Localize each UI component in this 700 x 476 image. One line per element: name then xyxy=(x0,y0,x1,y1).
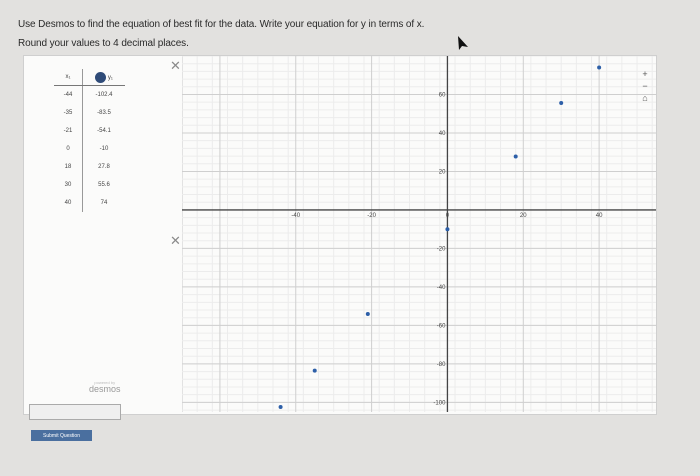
table-cell-y[interactable]: 74 xyxy=(100,200,108,206)
data-point[interactable] xyxy=(279,405,283,409)
table-cell-y[interactable]: 55.6 xyxy=(98,182,110,188)
table-cell-y[interactable]: -83.5 xyxy=(97,110,111,116)
graph-area[interactable] xyxy=(182,56,656,412)
table-cell-x[interactable]: 40 xyxy=(54,194,83,212)
table-header-y[interactable] xyxy=(83,69,126,86)
table-row xyxy=(54,140,125,158)
x-tick-label: 0 xyxy=(445,212,450,219)
desmos-logo xyxy=(89,381,121,394)
table-header-x[interactable]: x₁ xyxy=(54,69,83,86)
x-tick-label: 40 xyxy=(595,212,603,219)
table-row xyxy=(54,176,125,194)
y-tick-label: -60 xyxy=(436,323,446,330)
x-tick-label: 20 xyxy=(519,212,527,219)
y-tick-label: 40 xyxy=(438,130,446,137)
zoom-controls xyxy=(638,68,652,104)
data-point[interactable] xyxy=(366,312,370,316)
table-row xyxy=(54,158,125,176)
table-cell-y[interactable]: -10 xyxy=(99,146,109,152)
table-cell-x[interactable]: 18 xyxy=(54,158,83,176)
powered-by-label: powered by xyxy=(94,380,116,385)
answer-input[interactable] xyxy=(29,404,121,420)
data-table xyxy=(54,69,125,212)
table-cell-x[interactable]: -44 xyxy=(54,86,83,105)
graph-canvas[interactable] xyxy=(182,56,656,412)
table-row xyxy=(54,86,125,105)
zoom-out-button[interactable]: − xyxy=(642,81,648,91)
y-tick-label: -80 xyxy=(436,361,446,368)
data-point[interactable] xyxy=(445,227,449,231)
table-cell-x[interactable]: 0 xyxy=(54,140,83,158)
data-point[interactable] xyxy=(559,101,563,105)
table-cell-x[interactable]: -21 xyxy=(54,122,83,140)
y-tick-label: -40 xyxy=(436,284,446,291)
data-point[interactable] xyxy=(597,66,601,70)
home-icon[interactable]: ⌂ xyxy=(642,93,648,103)
desmos-wordmark: desmos xyxy=(89,384,121,394)
cursor-icon xyxy=(456,36,468,50)
desmos-widget xyxy=(23,55,657,415)
question-instruction: Use Desmos to find the equation of best fit for the data. Write your equation for y in terms of x. xyxy=(18,19,425,30)
table-cell-y[interactable]: 27.8 xyxy=(98,164,110,170)
y-tick-label: -20 xyxy=(436,246,446,253)
close-icon[interactable]: ✕ xyxy=(170,233,181,248)
table-header-y-label: y₁ xyxy=(107,74,113,81)
gear-icon[interactable] xyxy=(95,72,106,83)
expression-panel xyxy=(24,56,183,412)
y-tick-label: -100 xyxy=(433,400,446,407)
table-cell-x[interactable]: 30 xyxy=(54,176,83,194)
zoom-in-button[interactable]: + xyxy=(642,69,648,79)
table-row xyxy=(54,104,125,122)
table-row xyxy=(54,122,125,140)
table-cell-x[interactable]: -35 xyxy=(54,104,83,122)
data-point[interactable] xyxy=(514,154,518,158)
y-tick-label: 60 xyxy=(438,92,446,99)
table-cell-y[interactable]: -102.4 xyxy=(95,92,113,98)
close-icon[interactable]: ✕ xyxy=(170,58,181,73)
rounding-instruction: Round your values to 4 decimal places. xyxy=(18,38,189,49)
table-row xyxy=(54,194,125,212)
x-tick-label: -20 xyxy=(367,212,376,219)
y-tick-label: 20 xyxy=(438,169,446,176)
data-point[interactable] xyxy=(313,369,317,373)
submit-question-button[interactable]: Submit Question xyxy=(31,430,92,441)
table-cell-y[interactable]: -54.1 xyxy=(97,128,111,134)
x-tick-label: -40 xyxy=(291,212,301,219)
